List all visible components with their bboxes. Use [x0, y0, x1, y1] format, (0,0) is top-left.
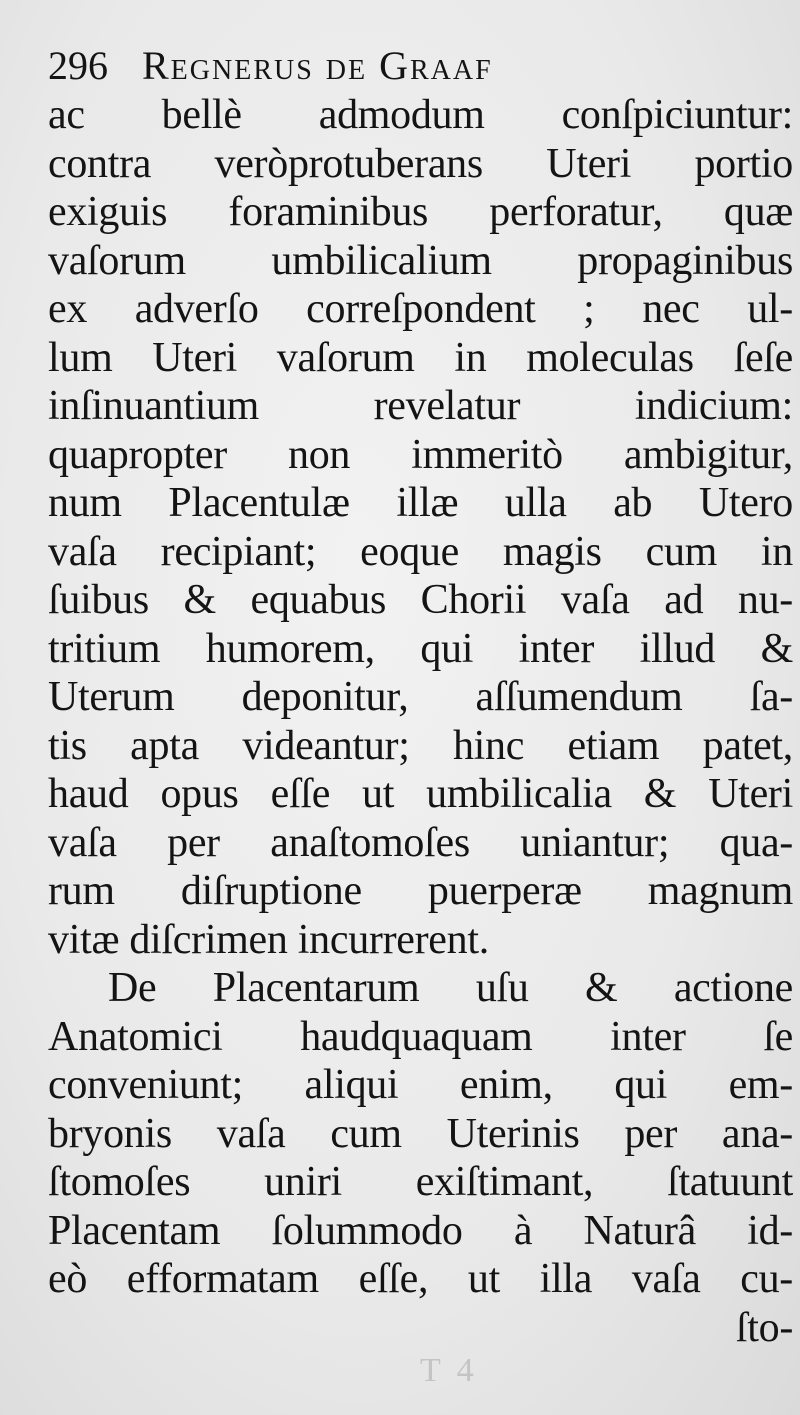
page-header	[48, 38, 748, 94]
text-line: vitæ diſcrimen incurrerent.	[48, 916, 489, 963]
text-line: vaſa recipiant; eoque magis cum in	[48, 528, 793, 575]
text-line: eò efformatam eſſe, ut illa vaſa cu-	[48, 1256, 793, 1302]
text-line: De Placentarum uſu & actione	[108, 965, 793, 1011]
text-line: haud opus eſſe ut umbilicalia & Uteri	[48, 771, 793, 817]
running-head: Regnerus de Graaf	[142, 43, 493, 88]
text-line: ac bellè admodum conſpiciuntur:	[48, 92, 793, 138]
text-line: tis apta videantur; hinc etiam patet,	[48, 722, 793, 769]
text-line: vaſorum umbilicalium propaginibus	[48, 237, 793, 284]
text-line: rum diſruptione puerperæ magnum	[48, 868, 793, 914]
text-line: conveniunt; aliqui enim, qui em-	[48, 1062, 793, 1108]
text-line: lum Uteri vaſorum in moleculas ſeſe	[48, 334, 793, 381]
text-line: ſtomoſes uniri exiſtimant, ſtatuunt	[48, 1159, 793, 1205]
text-line: inſinuantium revelatur indicium:	[48, 383, 793, 429]
page-number: 296	[48, 43, 108, 88]
text-line: Placentam ſolummodo à Naturâ id-	[48, 1207, 793, 1254]
text-line: ſuibus & equabus Chorii vaſa ad nu-	[48, 577, 793, 623]
signature-mark: T 4	[420, 1352, 478, 1389]
text-line: ex adverſo correſpondent ; nec ul-	[48, 286, 793, 332]
text-line: tritium humorem, qui inter illud &	[48, 625, 793, 672]
text-line: contra veròprotuberans Uteri portio	[48, 140, 793, 187]
body-text	[48, 91, 793, 1352]
text-line: quapropter non immeritò ambigitur,	[48, 431, 793, 478]
text-line: exiguis foraminibus perforatur, quæ	[48, 189, 793, 235]
text-line: Uterum deponitur, aſſumendum ſa-	[48, 674, 793, 720]
text-line: num Placentulæ illæ ulla ab Utero	[48, 480, 793, 526]
text-line: bryonis vaſa cum Uterinis per ana-	[48, 1110, 793, 1157]
catchword: ſto-	[735, 1304, 793, 1351]
text-line: vaſa per anaſtomoſes uniantur; qua-	[48, 819, 793, 866]
text-line: Anatomici haudquaquam inter ſe	[48, 1013, 793, 1060]
